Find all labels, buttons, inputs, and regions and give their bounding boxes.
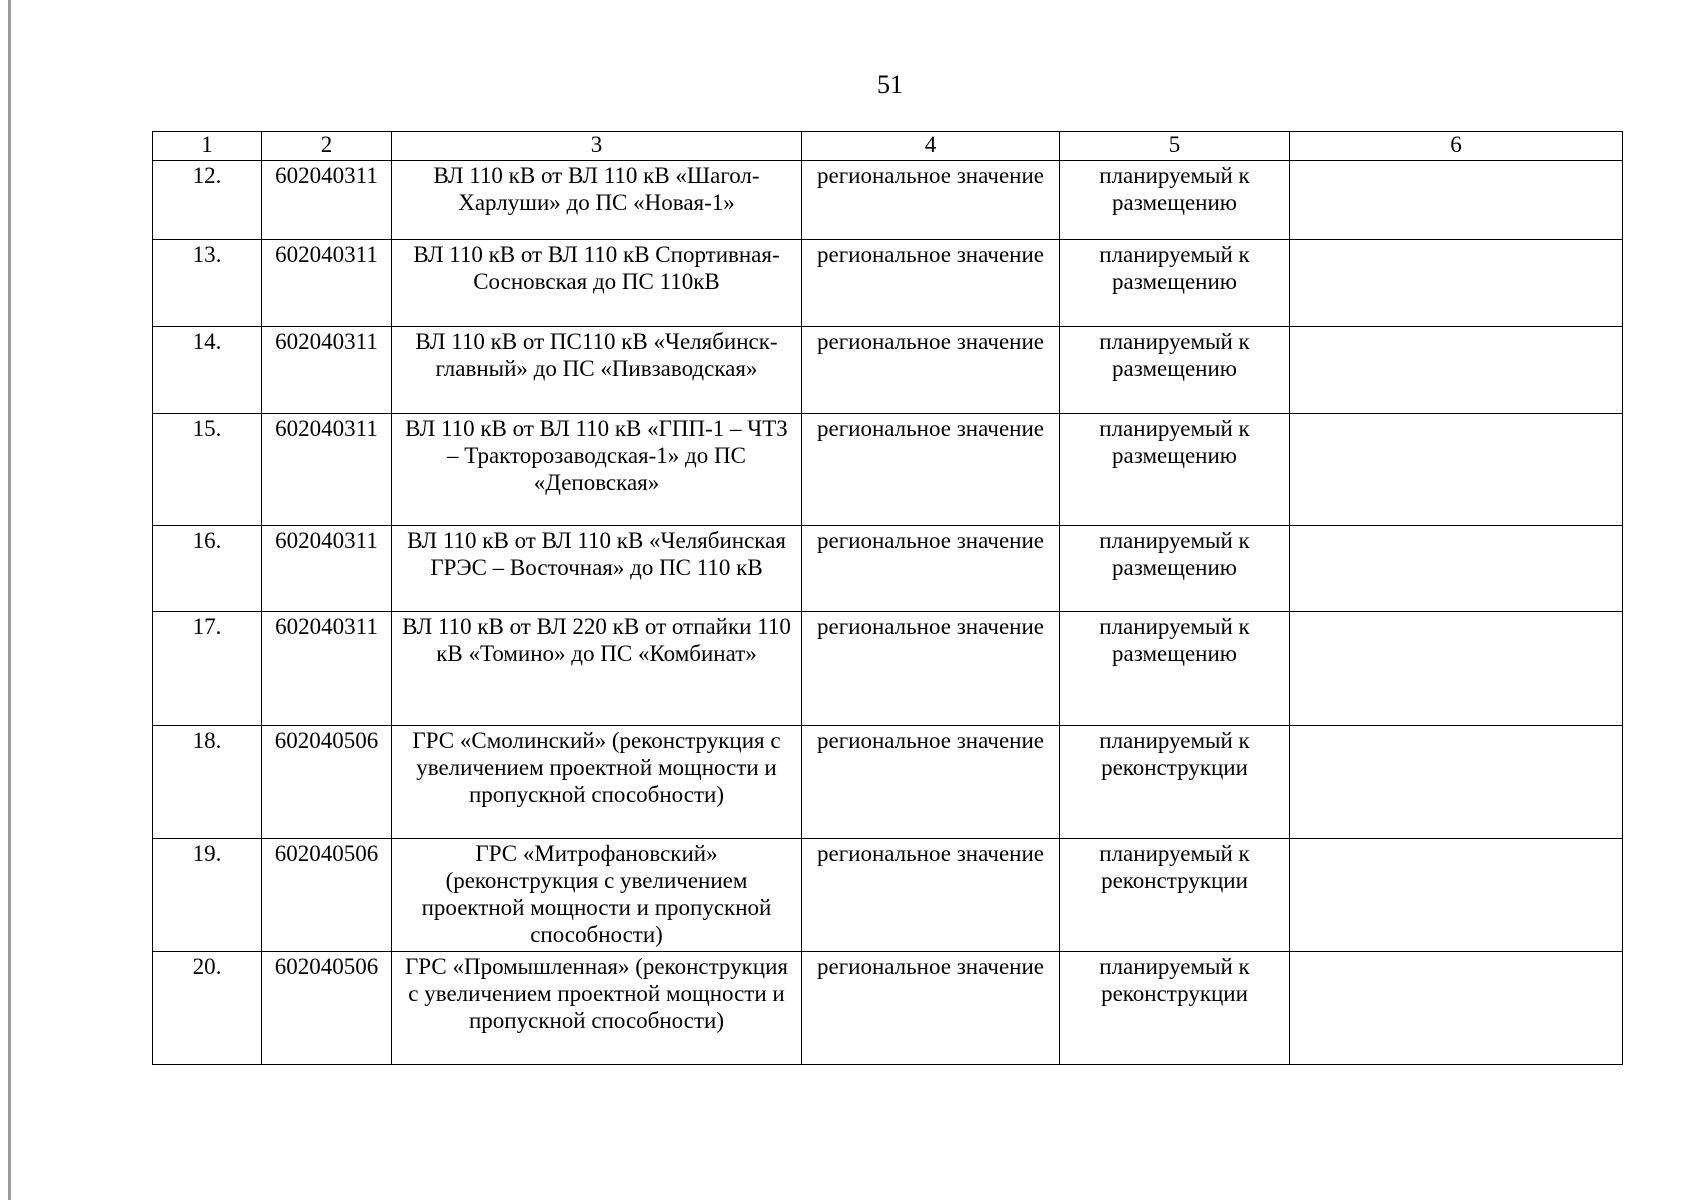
row-number: 18. [153,726,262,839]
status: планируемый к размещению [1060,414,1290,526]
object-name: ВЛ 110 кВ от ВЛ 110 кВ «Шагол-Харлуши» до ПС «Новая-1» [392,161,802,240]
object-code: 602040311 [262,327,392,414]
object-name: ГРС «Митрофановский» (реконструкция с увеличением проектной мощности и пропускной способности) [392,839,802,952]
object-code: 602040506 [262,839,392,952]
note [1290,161,1623,240]
column-header: 3 [392,132,802,161]
row-number: 15. [153,414,262,526]
note [1290,414,1623,526]
note [1290,612,1623,726]
row-number: 13. [153,240,262,327]
status: планируемый к размещению [1060,526,1290,612]
significance: региональное значение [802,161,1060,240]
column-header: 4 [802,132,1060,161]
object-code: 602040506 [262,952,392,1065]
column-header: 1 [153,132,262,161]
row-number: 12. [153,161,262,240]
row-number: 17. [153,612,262,726]
row-number: 14. [153,327,262,414]
column-header: 6 [1290,132,1623,161]
significance: региональное значение [802,726,1060,839]
page-edge-line [8,0,11,1200]
note [1290,726,1623,839]
note [1290,952,1623,1065]
table-row [153,414,1623,526]
significance: региональное значение [802,327,1060,414]
table-row [153,839,1623,952]
object-code: 602040311 [262,612,392,726]
note [1290,526,1623,612]
row-number: 20. [153,952,262,1065]
table-row [153,327,1623,414]
object-code: 602040311 [262,240,392,327]
status: планируемый к размещению [1060,240,1290,327]
significance: региональное значение [802,952,1060,1065]
significance: региональное значение [802,839,1060,952]
status: планируемый к размещению [1060,161,1290,240]
status: планируемый к размещению [1060,327,1290,414]
significance: региональное значение [802,414,1060,526]
table-row [153,952,1623,1065]
object-code: 602040311 [262,161,392,240]
page-number: 51 [877,70,903,99]
status: планируемый к реконструкции [1060,839,1290,952]
table-row [153,526,1623,612]
object-name: ВЛ 110 кВ от ВЛ 110 кВ «Челябинская ГРЭС – Восточная» до ПС 110 кВ [392,526,802,612]
data-table [152,131,1623,1065]
column-header: 2 [262,132,392,161]
object-name: ВЛ 110 кВ от ВЛ 110 кВ «ГПП-1 – ЧТЗ – Тракторозаводская-1» до ПС «Деповская» [392,414,802,526]
table-row [153,612,1623,726]
object-code: 602040311 [262,526,392,612]
row-number: 16. [153,526,262,612]
status: планируемый к реконструкции [1060,726,1290,839]
object-code: 602040506 [262,726,392,839]
column-header: 5 [1060,132,1290,161]
object-name: ГРС «Промышленная» (реконструкция с увеличением проектной мощности и пропускной способности) [392,952,802,1065]
note [1290,327,1623,414]
significance: региональное значение [802,526,1060,612]
table-header-row [153,132,1623,161]
object-name: ВЛ 110 кВ от ВЛ 220 кВ от отпайки 110 кВ «Томино» до ПС «Комбинат» [392,612,802,726]
significance: региональное значение [802,240,1060,327]
object-name: ГРС «Смолинский» (реконструкция с увеличением проектной мощности и пропускной способности) [392,726,802,839]
status: планируемый к реконструкции [1060,952,1290,1065]
note [1290,240,1623,327]
table-row [153,726,1623,839]
object-code: 602040311 [262,414,392,526]
row-number: 19. [153,839,262,952]
status: планируемый к размещению [1060,612,1290,726]
significance: региональное значение [802,612,1060,726]
object-name: ВЛ 110 кВ от ВЛ 110 кВ Спортивная-Сосновская до ПС 110кВ [392,240,802,327]
note [1290,839,1623,952]
table-row [153,240,1623,327]
object-name: ВЛ 110 кВ от ПС110 кВ «Челябинск-главный» до ПС «Пивзаводская» [392,327,802,414]
table-row [153,161,1623,240]
